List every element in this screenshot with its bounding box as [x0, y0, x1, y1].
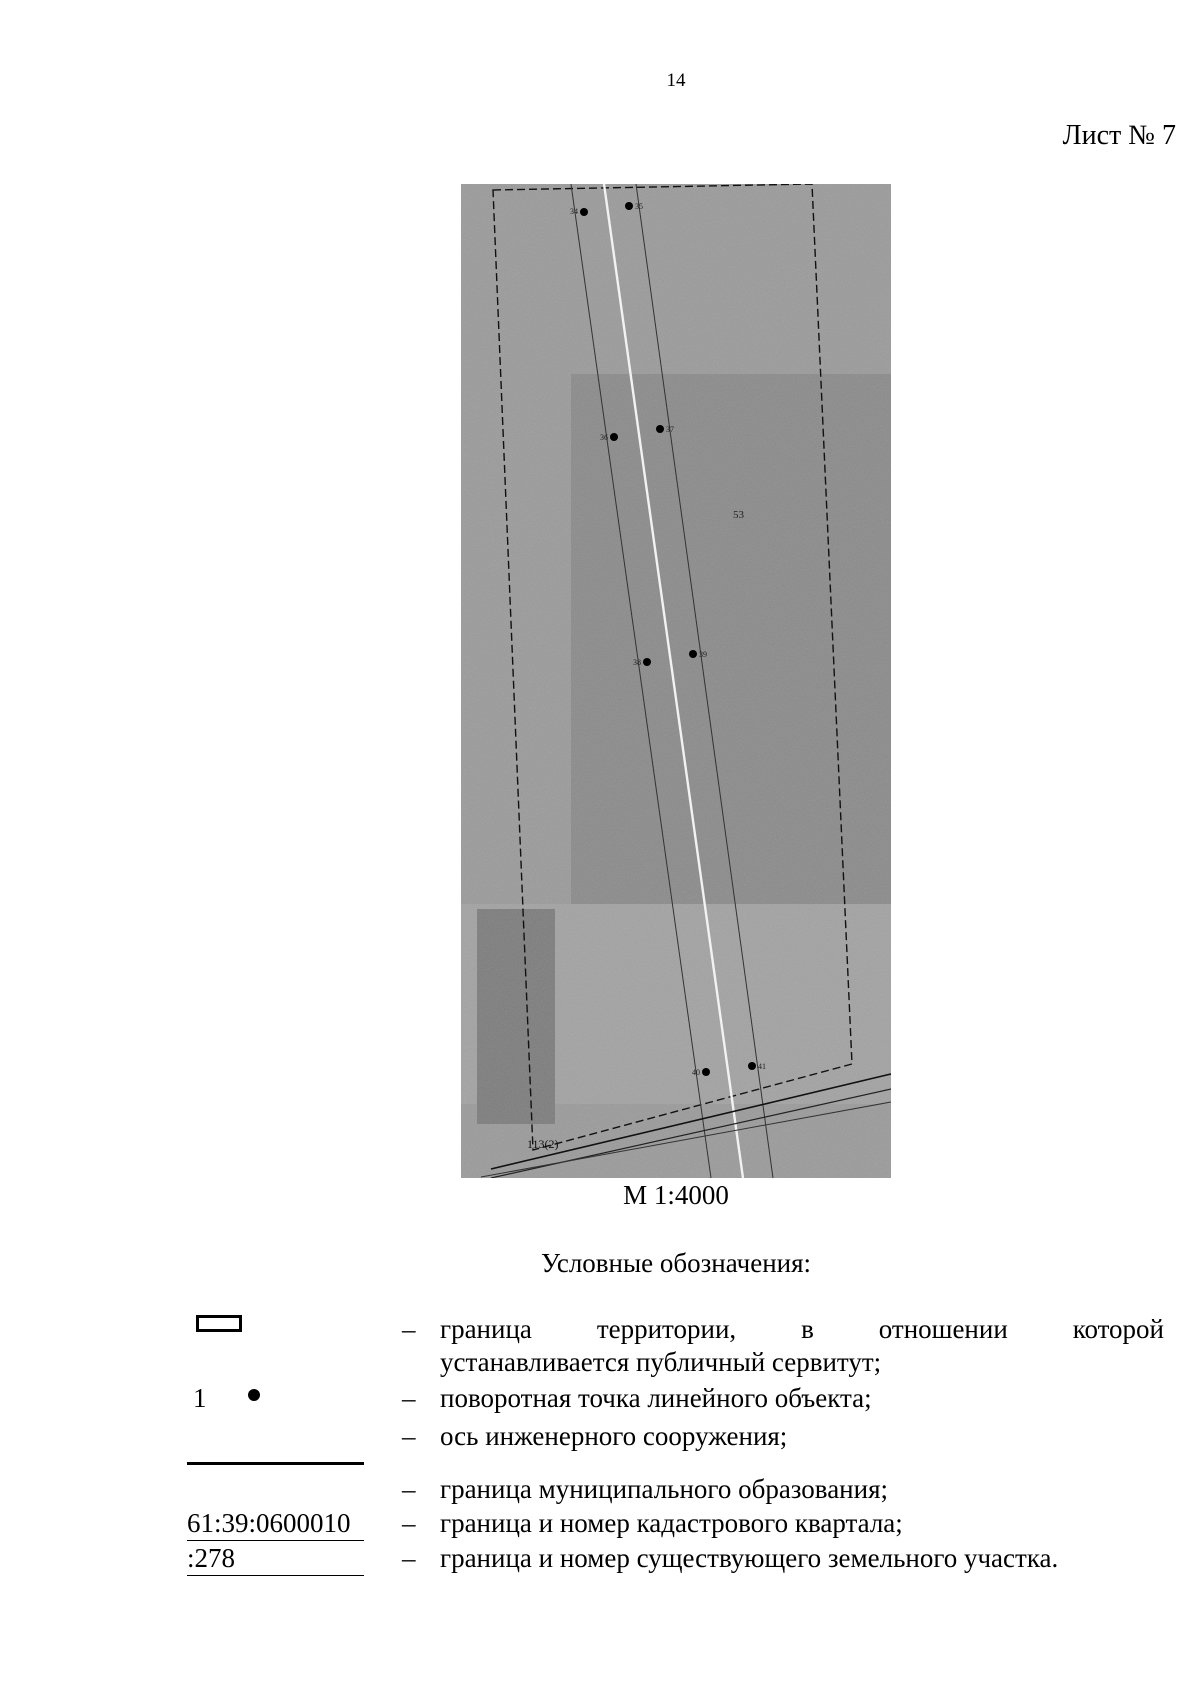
turning-point-36 [610, 433, 618, 441]
legend-text: граница и номер кадастрового квартала; [440, 1508, 903, 1538]
point-label-41: 41 [758, 1062, 766, 1071]
point-number-symbol: 1 [193, 1383, 207, 1413]
legend-text: граница территории, в отношении которой [440, 1314, 1164, 1344]
map-scale: М 1:4000 [623, 1180, 729, 1210]
legend-title: Условные обозначения: [540, 1248, 812, 1278]
aerial-map [461, 184, 891, 1178]
turning-point-37 [656, 425, 664, 433]
legend-dash: – [402, 1421, 416, 1451]
cadastral-quarter-number: 61:39:0600010 [187, 1507, 364, 1541]
legend-dash: – [402, 1314, 416, 1344]
dot-icon [248, 1389, 260, 1401]
legend-dash: – [402, 1543, 416, 1573]
land-parcel-number: :278 [187, 1542, 364, 1576]
point-label-35: 35 [635, 202, 643, 211]
rectangle-boundary-symbol [196, 1315, 242, 1332]
point-label-38: 38 [633, 658, 641, 667]
page-number: 14 [666, 70, 686, 91]
point-label-40: 40 [692, 1068, 700, 1077]
legend-text: ось инженерного сооружения; [440, 1421, 788, 1451]
parcel-label: 53 [733, 509, 744, 521]
legend-text: поворотная точка линейного объекта; [440, 1383, 872, 1413]
turning-point-35 [625, 202, 633, 210]
legend-dash: – [402, 1474, 416, 1504]
point-label-39: 39 [699, 650, 707, 659]
legend-text: граница и номер существующего земельного участка. [440, 1543, 1059, 1573]
turning-point-34 [580, 208, 588, 216]
sheet-label: Лист № 7 [1062, 120, 1176, 151]
corner-label: 113(2) [527, 1137, 559, 1151]
legend-text: граница муниципального образования; [440, 1474, 889, 1504]
legend-dash: – [402, 1383, 416, 1413]
turning-point-41 [748, 1062, 756, 1070]
turning-point-40 [702, 1068, 710, 1076]
turning-point-38 [643, 658, 651, 666]
municipal-boundary-line-icon [187, 1462, 364, 1465]
legend-text: устанавливается публичный сервитут; [440, 1347, 882, 1377]
point-label-36: 36 [600, 433, 608, 442]
point-label-34: 34 [570, 207, 578, 216]
turning-point-39 [689, 650, 697, 658]
legend-dash: – [402, 1508, 416, 1538]
point-label-37: 37 [666, 425, 674, 434]
